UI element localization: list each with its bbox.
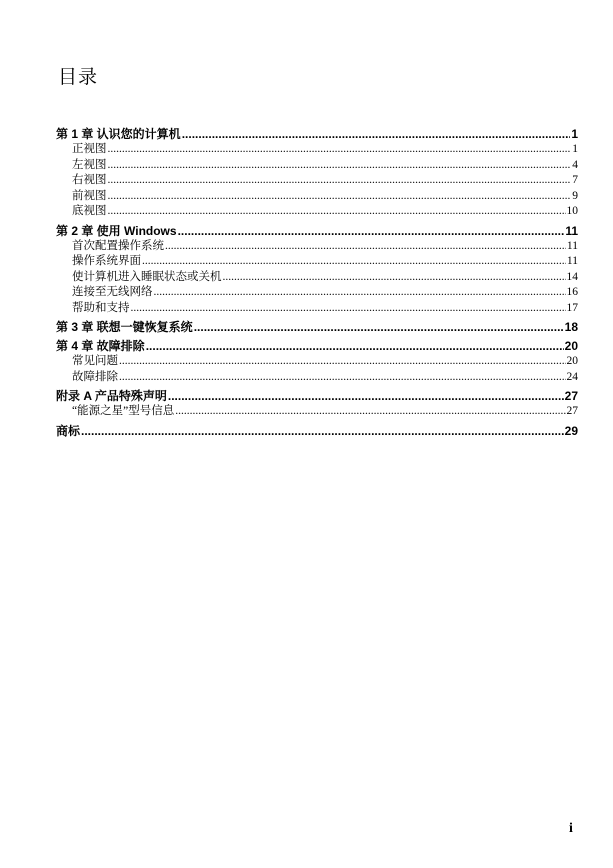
toc-chapter-entry[interactable] (56, 388, 578, 404)
toc-entry-page-number: 16 (566, 286, 578, 298)
toc-dot-leader (175, 404, 565, 420)
toc-entry-label-text: 商标 (56, 423, 81, 438)
toc-entry-page-number: 29 (564, 423, 578, 438)
toc-section-entry[interactable] (56, 158, 578, 174)
toc-dot-leader (108, 158, 572, 174)
toc-dot-leader (223, 270, 566, 286)
toc-entry-page-number: 17 (566, 301, 578, 314)
page-title: 目录 (58, 66, 99, 88)
toc-entry-label (56, 423, 80, 439)
toc-entry-page-number: 1 (572, 143, 578, 155)
toc-entry-label-text: 第 2 章 使用 Windows (56, 223, 177, 238)
toc-chapter-entry[interactable] (56, 338, 578, 354)
toc-dot-leader (119, 354, 566, 370)
toc-dot-leader (165, 239, 566, 255)
toc-entry-label: 左视图 (72, 158, 107, 171)
toc-section-entry[interactable] (56, 270, 578, 286)
toc-entry-page-number: 20 (564, 339, 578, 353)
toc-entry-label: 使计算机进入睡眠状态或关机 (72, 270, 222, 283)
toc-dot-leader (108, 142, 572, 158)
toc-dot-leader (194, 319, 564, 335)
toc-chapter-entry[interactable] (56, 126, 578, 142)
toc-dot-leader (131, 301, 566, 317)
toc-section-entry[interactable] (56, 370, 578, 386)
toc-entry-page-number: 27 (564, 389, 578, 403)
toc-entry-page-number: 9 (572, 189, 578, 202)
toc-chapter-entry[interactable] (56, 319, 578, 335)
toc-chapter-entry[interactable] (56, 423, 578, 439)
toc-dot-leader (81, 423, 564, 439)
toc-entry-label: 首次配置操作系统 (72, 239, 164, 252)
toc-entry-page-number: 14 (566, 270, 578, 283)
toc-entry-label (56, 319, 193, 335)
toc-entry-page-number: 10 (566, 205, 578, 217)
toc-dot-leader (154, 285, 566, 301)
table-of-contents (56, 126, 578, 439)
toc-entry-label: 帮助和支持 (72, 301, 130, 314)
toc-entry-page-number: 7 (572, 174, 578, 186)
toc-entry-label-text: 第 4 章 故障排除 (56, 339, 145, 353)
toc-section-entry[interactable] (56, 285, 578, 301)
toc-dot-leader (108, 189, 572, 205)
toc-entry-label: 连接至无线网络 (72, 286, 153, 298)
toc-entry-page-number: 18 (564, 320, 578, 334)
page-number: i (569, 821, 573, 836)
toc-section-entry[interactable] (56, 204, 578, 220)
toc-entry-label: 前视图 (72, 189, 107, 202)
toc-section-entry[interactable] (56, 189, 578, 205)
toc-dot-leader (142, 254, 566, 270)
toc-entry-label: 正视图 (72, 143, 107, 155)
toc-entry-label-text: 第 3 章 联想一键恢复系统 (56, 320, 193, 334)
toc-entry-page-number: 4 (572, 158, 578, 171)
toc-entry-label (56, 223, 177, 239)
toc-dot-leader (108, 204, 566, 220)
toc-chapter-entry[interactable] (56, 223, 578, 239)
toc-entry-label: 常见问题 (72, 355, 118, 367)
toc-entry-label-text: 第 1 章 认识您的计算机 (56, 127, 181, 141)
toc-entry-label: 底视图 (72, 205, 107, 217)
toc-dot-leader (178, 223, 565, 239)
toc-entry-page-number: 11 (565, 223, 578, 238)
toc-entry-label (56, 388, 167, 404)
toc-section-entry[interactable] (56, 404, 578, 420)
toc-entry-page-number: 11 (566, 239, 578, 252)
toc-section-entry[interactable] (56, 239, 578, 255)
toc-entry-page-number: 11 (566, 255, 578, 267)
toc-section-entry[interactable] (56, 301, 578, 317)
toc-entry-page-number: 27 (566, 405, 578, 417)
toc-section-entry[interactable] (56, 354, 578, 370)
toc-entry-page-number: 1 (571, 127, 578, 141)
toc-dot-leader (108, 173, 572, 189)
toc-entry-page-number: 20 (566, 355, 578, 367)
toc-entry-label: 右视图 (72, 174, 107, 186)
toc-entry-label-text: 附录 A 产品特殊声明 (56, 389, 167, 403)
toc-section-entry[interactable] (56, 142, 578, 158)
toc-dot-leader (119, 370, 566, 386)
toc-entry-label: 故障排除 (72, 370, 118, 383)
toc-entry-label (56, 338, 145, 354)
toc-section-entry[interactable] (56, 173, 578, 189)
toc-entry-page-number: 24 (566, 370, 578, 383)
toc-section-entry[interactable] (56, 254, 578, 270)
toc-dot-leader (182, 126, 571, 142)
toc-entry-label: 操作系统界面 (72, 255, 141, 267)
toc-dot-leader (168, 388, 564, 404)
toc-dot-leader (146, 338, 564, 354)
toc-entry-label (56, 126, 181, 142)
toc-entry-label: “能源之星”型号信息 (72, 405, 175, 417)
